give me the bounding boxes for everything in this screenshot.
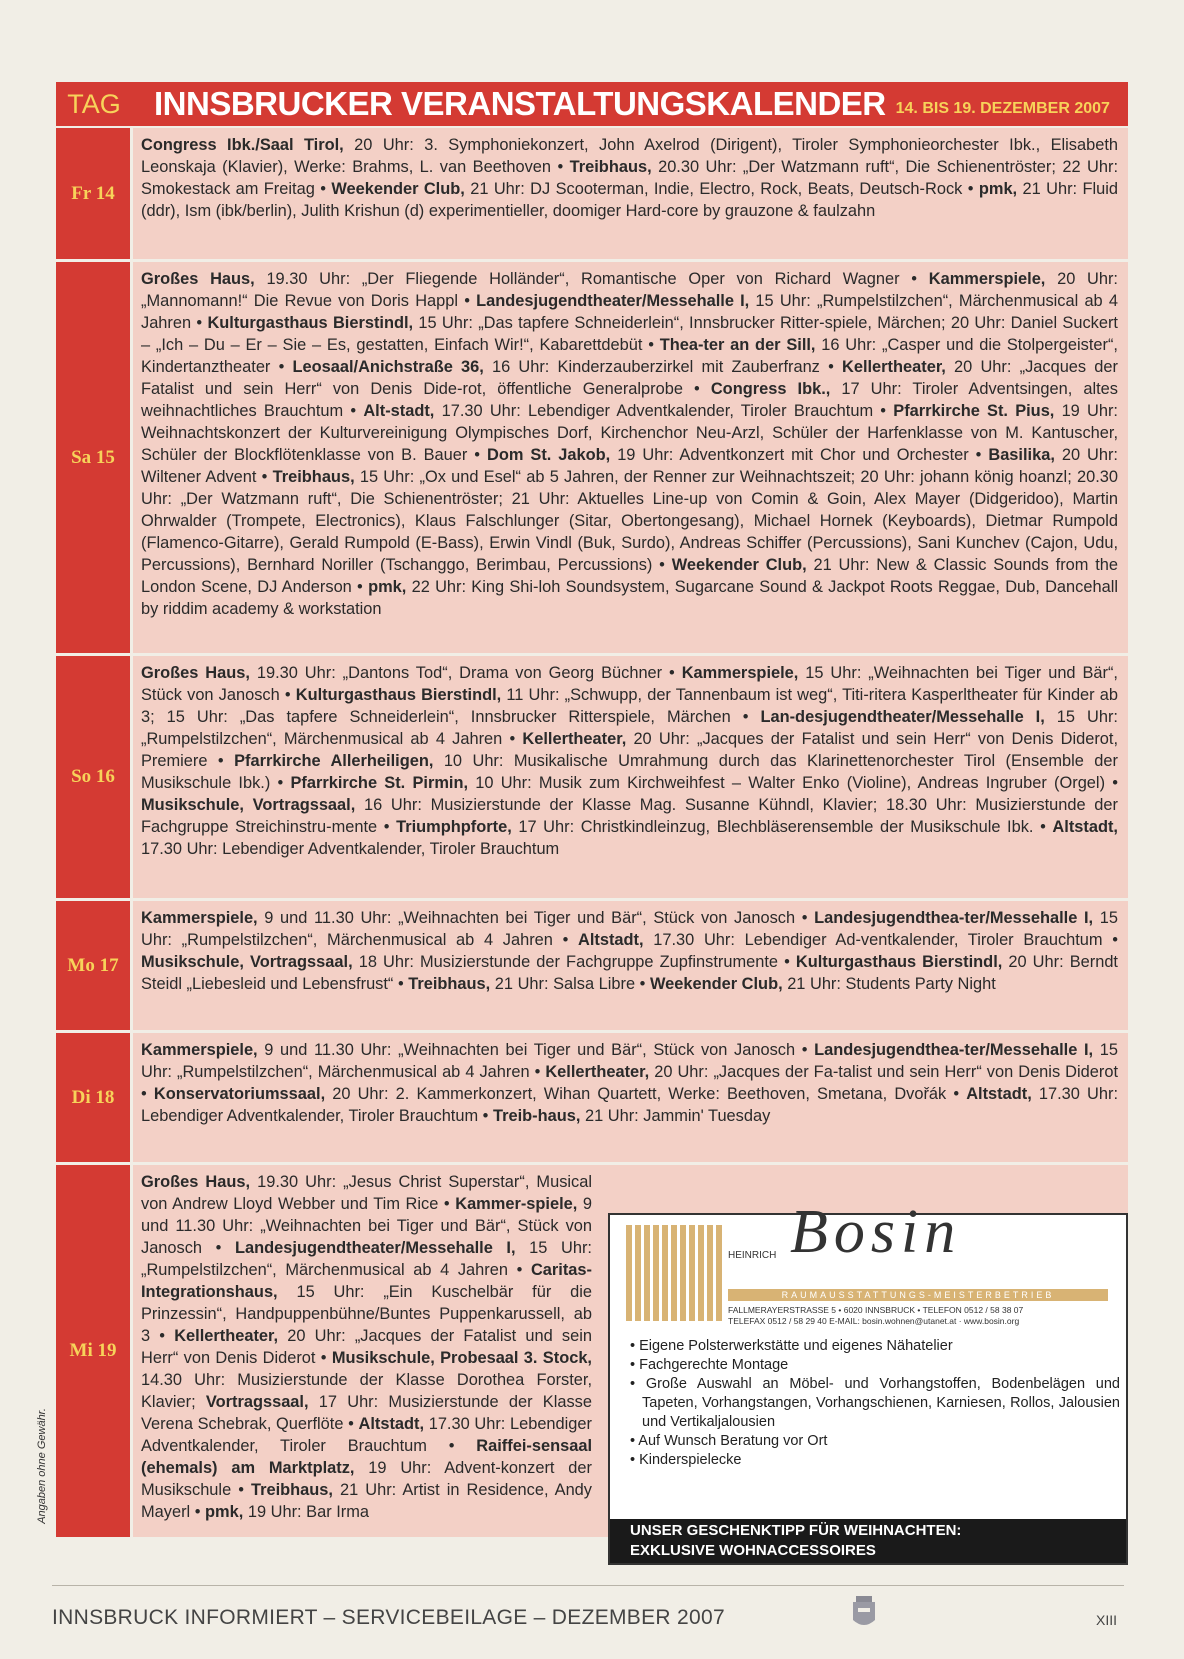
venue-name: Großes Haus, bbox=[141, 1173, 251, 1191]
event-details: 17.30 Uhr: Lebendiger Adventkalender, Tiroler Brauchtum • bbox=[434, 402, 894, 420]
event-details: 21 Uhr: Fluid (ddr), Ism (ibk/berlin), Julith Krishun (d) experimentieller, doomiger Hard-core by grauzone & faulzahn bbox=[141, 180, 1118, 220]
event-details: 20 Uhr: Wiltener Advent • bbox=[141, 446, 1118, 486]
event-details: 19.30 Uhr: „Dantons Tod“, Drama von Georg Büchner • bbox=[249, 664, 682, 682]
venue-name: Altstadt, bbox=[358, 1415, 425, 1433]
venue-name: Lan-desjugendtheater/Messehalle I, bbox=[760, 708, 1045, 726]
event-details: 17 Uhr: Christkindleinzug, Blechbläserensemble der Musikschule Ibk. • bbox=[511, 818, 1053, 836]
ad-feature-item: • Auf Wunsch Beratung vor Ort bbox=[630, 1433, 828, 1449]
bosin-advertisement bbox=[608, 1198, 1128, 1565]
event-details: 9 und 11.30 Uhr: „Weihnachten bei Tiger und Bär“, Stück von Janosch • bbox=[257, 909, 815, 927]
event-details: 21 Uhr: Jammin' Tuesday bbox=[580, 1107, 771, 1125]
event-details: 20 Uhr: „Jacques der Fatalist und sein Herr“ von Denis Diderot • bbox=[141, 1327, 592, 1367]
day-events bbox=[133, 656, 1128, 898]
bosin-logo-icon bbox=[626, 1225, 722, 1321]
venue-name: Kulturgasthaus Bierstindl, bbox=[795, 953, 1003, 971]
venue-name: Weekender Club, bbox=[649, 975, 783, 993]
event-details: 20 Uhr: 3. Symphoniekonzert, John Axelrod (Dirigent), Tiroler Symphonieorchester Ibk., Elisabeth Leonskaja (Klavier), Werke: Brahms, L. van Beethoven • bbox=[141, 136, 1119, 176]
venue-name: Congress Ibk., bbox=[710, 380, 831, 398]
venue-name: Großes Haus, bbox=[141, 664, 250, 682]
ad-feature-item: • Kinderspielecke bbox=[630, 1452, 742, 1468]
event-details: 19 Uhr: Weihnachtskonzert der Kulturvereinigung Olympisches Dorf, Kirchenchor Neu-Arzl, Schüler der Harfenklasse von M. Kantuscher, Schüler der Blockflötenklasse von B. Bauer • bbox=[141, 402, 1118, 464]
event-details: 21 Uhr: Salsa Libre • bbox=[490, 975, 650, 993]
venue-name: Weekender Club, bbox=[331, 180, 465, 198]
event-details: 11 Uhr: „Schwupp, der Tannenbaum ist weg“, Titi-ritera Kasperltheater für Kinder ab 3; 15 Uhr: „Das tapfere Schneiderlein“, Innsbrucker Ritterspiele, Märchen • bbox=[141, 686, 1118, 726]
venue-name: Treibhaus, bbox=[250, 1481, 333, 1499]
day-events bbox=[133, 901, 1128, 1030]
event-details: 17.30 Uhr: Lebendiger Adventkalender, Tiroler Brauchtum • bbox=[141, 1085, 1118, 1125]
event-details: 17.30 Uhr: Lebendiger Adventkalender, Tiroler Brauchtum • bbox=[141, 1415, 592, 1455]
venue-name: Kellertheater, bbox=[545, 1063, 650, 1081]
footer-divider bbox=[52, 1585, 1124, 1586]
event-details: 21 Uhr: New & Classic Sounds from the London Scene, DJ Anderson • bbox=[141, 556, 1119, 596]
venue-name: Kellertheater, bbox=[842, 358, 946, 376]
event-details: 20 Uhr: „Jacques der Fatalist und sein Herr“ von Denis Diderot, Premiere • bbox=[141, 730, 1119, 770]
ad-address bbox=[728, 1305, 1118, 1327]
venue-name: Landesjugendthea-ter/Messehalle I, bbox=[814, 909, 1094, 927]
venue-name: Kellertheater, bbox=[174, 1327, 279, 1345]
event-details: 16 Uhr: Musizierstunde der Klasse Mag. Susanne Kühndl, Klavier; 18.30 Uhr: Musizierstunde der Fachgruppe Streichinstru-mente • bbox=[141, 796, 1118, 836]
day-label: Mi 19 bbox=[56, 1165, 133, 1537]
venue-name: Treibhaus, bbox=[408, 975, 491, 993]
event-details: 16 Uhr: Kinderzauberzirkel mit Zauberfranz • bbox=[483, 358, 842, 376]
venue-name: Landesjugendtheater/Messehalle I, bbox=[476, 292, 750, 310]
venue-name: Dom St. Jakob, bbox=[487, 446, 611, 464]
event-details: 20 Uhr: „Jacques der Fatalist und sein Herr“ von Denis Dide-rot, öffentliche Generalprobe • bbox=[141, 358, 1118, 398]
event-details: 9 und 11.30 Uhr: „Weihnachten bei Tiger und Bär“, Stück von Janosch • bbox=[257, 1041, 815, 1059]
venue-name: Kulturgasthaus Bierstindl, bbox=[295, 686, 502, 704]
venue-name: Weekender Club, bbox=[671, 556, 807, 574]
ad-brand-name: Bosin bbox=[790, 1198, 962, 1266]
event-details: 19 Uhr: Bar Irma bbox=[243, 1503, 369, 1521]
venue-name: Pfarrkirche St. Pirmin, bbox=[290, 774, 469, 792]
event-details: 21 Uhr: Students Party Night bbox=[782, 975, 996, 993]
event-details: 20 Uhr: 2. Kammerkonzert, Wihan Quartett, Werke: Beethoven, Smetana, Dvořák • bbox=[325, 1085, 967, 1103]
venue-name: Kammerspiele, bbox=[141, 1041, 258, 1059]
event-details: 15 Uhr: „Das tapfere Schneiderlein“, Innsbrucker Ritter-spiele, Märchen; 20 Uhr: Daniel Suckert – „Ich – Du – Er – Sie – Es, gestatten, Einfach Wir!“, Kabarettdebüt • bbox=[141, 314, 1118, 354]
event-details: 15 Uhr: „Ox und Esel“ ab 5 Jahren, der Renner zur Weihnachtszeit; 20 Uhr: johann könig hoanzl; 20.30 Uhr: „Der Watzmann ruft“, Die Schienentröster; 21 Uhr: Aktuelles Line-up von Comin & Goin, Alex Mayer (Didgeridoo), Martin Ohrwalder (Trompete, Electronics), Klaus Falschlunger (Sitar, Obertongesang), Michael Hornek (Keyboards), Dietmar Rumpold (Flamenco-Gitarre), Gerald Rumpold (E-Bass), Erwin Vindl (Buk, Surdo), Andreas Schiffer (Percussions), Sani Kunchev (Cajon, Udu, Percussions), Bernhard Noriller (Tschanggo, Berimbau, Percussions) • bbox=[141, 468, 1118, 574]
venue-name: Landesjugendtheater/Messehalle I, bbox=[235, 1239, 516, 1257]
event-details: 17.30 Uhr: Lebendiger Ad-ventkalender, Tiroler Brauchtum • bbox=[643, 931, 1118, 949]
venue-name: Musikschule, Probesaal 3. Stock, bbox=[331, 1349, 592, 1367]
event-details: 9 und 11.30 Uhr: „Weihnachten bei Tiger und Bär“, Stück von Janosch • bbox=[141, 1195, 592, 1257]
venue-name: Vortragssaal, bbox=[205, 1393, 309, 1411]
venue-name: Musikschule, Vortragssaal, bbox=[141, 796, 356, 814]
ad-feature-item: • Fachgerechte Montage bbox=[630, 1357, 789, 1373]
ad-address-line: FALLMERAYERSTRASSE 5 • 6020 INNSBRUCK • TELEFON 0512 / 58 38 07 bbox=[728, 1305, 1024, 1315]
day-events bbox=[133, 1033, 1128, 1162]
venue-name: Kammer-spiele, bbox=[455, 1195, 578, 1213]
venue-name: Großes Haus, bbox=[141, 270, 255, 288]
event-details: 19 Uhr: Advent-konzert der Musikschule • bbox=[141, 1459, 592, 1499]
footer-publication: INNSBRUCK INFORMIERT – SERVICEBEILAGE – DEZEMBER 2007 bbox=[52, 1606, 725, 1629]
event-details: 15 Uhr: „Rumpelstilzchen“, Märchenmusical ab 4 Jahren • bbox=[141, 1041, 1118, 1081]
event-details: 16 Uhr: „Casper und die Stolpergeister“, Kindertanztheater • bbox=[141, 336, 1118, 376]
venue-name: Triumphpforte, bbox=[396, 818, 512, 836]
venue-name: Thea-ter an der Sill, bbox=[659, 336, 816, 354]
venue-name: Treibhaus, bbox=[569, 158, 652, 176]
event-details: 19 Uhr: Adventkonzert mit Chor und Orchester • bbox=[610, 446, 989, 464]
venue-name: Kulturgasthaus Bierstindl, bbox=[207, 314, 414, 332]
header-tag: TAG bbox=[67, 88, 121, 119]
venue-name: Musikschule, Vortragssaal, bbox=[141, 953, 353, 971]
day-row-fr bbox=[56, 128, 1128, 262]
venue-name: Congress Ibk./Saal Tirol, bbox=[141, 136, 344, 154]
day-events bbox=[133, 262, 1128, 653]
ad-feature-item: • Eigene Polsterwerkstätte und eigenes Nähatelier bbox=[630, 1338, 953, 1354]
ad-gift-tip bbox=[610, 1519, 1126, 1563]
venue-name: Kammerspiele, bbox=[681, 664, 799, 682]
ad-feature-item: • Große Auswahl an Möbel- und Vorhangstoffen, Bodenbelägen und Tapeten, Vorhangstangen, Vorhangschienen, Karniesen, Rollos, Jalousien und Vertikaljalousien bbox=[630, 1376, 1120, 1430]
ad-heinrich: HEINRICH bbox=[728, 1250, 777, 1261]
event-details: 15 Uhr: „Weihnachten bei Tiger und Bär“, Stück von Janosch • bbox=[141, 664, 1118, 704]
venue-name: Altstadt, bbox=[966, 1085, 1032, 1103]
venue-name: pmk, bbox=[205, 1503, 244, 1521]
event-details: 15 Uhr: „Rumpelstilzchen“, Märchenmusical ab 4 Jahren • bbox=[141, 708, 1118, 748]
ad-feature-list bbox=[630, 1337, 1120, 1470]
header-date-range: 14. BIS 19. DEZEMBER 2007 bbox=[895, 100, 1110, 117]
calendar-page bbox=[56, 82, 1128, 1559]
venue-name: Kammerspiele, bbox=[928, 270, 1046, 288]
day-row-sa bbox=[56, 262, 1128, 656]
event-details: 20 Uhr: „Mannomann!“ Die Revue von Doris Happl • bbox=[141, 270, 1118, 310]
venue-name: Altstadt, bbox=[1052, 818, 1118, 836]
ad-gift-line: UNSER GESCHENKTIPP FÜR WEIHNACHTEN: bbox=[630, 1522, 962, 1539]
day-label: So 16 bbox=[56, 656, 133, 898]
day-row-mi bbox=[56, 1165, 1128, 1559]
venue-name: Treibhaus, bbox=[272, 468, 355, 486]
event-details: 21 Uhr: Artist in Residence, Andy Mayerl • bbox=[141, 1481, 592, 1521]
venue-name: Leosaal/Anichstraße 36, bbox=[292, 358, 484, 376]
venue-name: Pfarrkirche Allerheiligen, bbox=[234, 752, 434, 770]
innsbruck-crest-icon bbox=[851, 1594, 877, 1630]
day-row-di bbox=[56, 1033, 1128, 1165]
calendar-header bbox=[56, 82, 1128, 128]
venue-name: Raiffei-sensaal (ehemals) am Marktplatz, bbox=[141, 1437, 592, 1477]
venue-name: Kammerspiele, bbox=[141, 909, 258, 927]
event-details: 21 Uhr: DJ Scooterman, Indie, Electro, Rock, Beats, Deutsch-Rock • bbox=[464, 180, 979, 198]
event-details: 20 Uhr: „Jacques der Fa-talist und sein Herr“ von Denis Diderot • bbox=[141, 1063, 1118, 1103]
header-title: INNSBRUCKER VERANSTALTUNGSKALENDER bbox=[154, 85, 886, 122]
venue-name: Treib-haus, bbox=[492, 1107, 581, 1125]
venue-name: Landesjugendthea-ter/Messehalle I, bbox=[814, 1041, 1094, 1059]
venue-name: Alt-stadt, bbox=[363, 402, 435, 420]
ad-tagline-bar: RAUMAUSSTATTUNGS-MEISTERBETRIEB bbox=[728, 1289, 1108, 1301]
day-events bbox=[141, 1173, 592, 1521]
venue-name: pmk, bbox=[978, 180, 1018, 198]
day-label: Sa 15 bbox=[56, 262, 133, 653]
venue-name: Konservatoriumssaal, bbox=[153, 1085, 326, 1103]
event-details: 17 Uhr: Musizierstunde der Klasse Verena Schebrak, Querflöte • bbox=[141, 1393, 592, 1433]
event-details: 18 Uhr: Musizierstunde der Fachgruppe Zupfinstrumente • bbox=[352, 953, 796, 971]
event-details: 10 Uhr: Musik zum Kirchweihfest – Walter Enko (Violine), Andreas Ingruber (Orgel) • bbox=[468, 774, 1118, 792]
event-details: 19.30 Uhr: „Jesus Christ Superstar“, Musical von Andrew Lloyd Webber und Tim Rice • bbox=[141, 1173, 592, 1213]
event-details: 22 Uhr: King Shi-loh Soundsystem, Sugarcane Sound & Jackpot Roots Reggae, Dub, Dancehall by riddim academy & workstation bbox=[141, 578, 1118, 618]
event-details: 15 Uhr: „Ein Kuschelbär für die Prinzessin“, Handpuppenbühne/Buntes Puppenkarussell, ab 3 • bbox=[141, 1283, 592, 1345]
venue-name: pmk, bbox=[368, 578, 407, 596]
event-details: 15 Uhr: „Rumpelstilzchen“, Märchenmusical ab 4 Jahren • bbox=[141, 909, 1118, 949]
event-details: 10 Uhr: Musikalische Umrahmung durch das Klarinettenorchester Tirol (Ensemble der Musikschule Ibk.) • bbox=[141, 752, 1118, 792]
day-label: Di 18 bbox=[56, 1033, 133, 1162]
event-details: 20.30 Uhr: „Der Watzmann ruft“, Die Schienentröster; 22 Uhr: Smokestack am Freitag • bbox=[141, 158, 1118, 198]
event-details: 17 Uhr: Tiroler Adventsingen, altes weihnachtliches Brauchtum • bbox=[141, 380, 1118, 420]
venue-name: Kellertheater, bbox=[522, 730, 627, 748]
venue-name: Caritas-Integrationshaus, bbox=[141, 1261, 592, 1301]
event-details: 15 Uhr: „Rumpelstilzchen“, Märchenmusical ab 4 Jahren • bbox=[141, 1239, 592, 1279]
event-details: 14.30 Uhr: Musizierstunde der Klasse Dorothea Forster, Klavier; bbox=[141, 1371, 592, 1411]
ad-address-line: TELEFAX 0512 / 58 29 40 E-MAIL: bosin.wohnen@utanet.at · www.bosin.org bbox=[728, 1316, 1020, 1326]
event-details: 15 Uhr: „Rumpelstilzchen“, Märchenmusical ab 4 Jahren • bbox=[141, 292, 1118, 332]
day-label: Mo 17 bbox=[56, 901, 133, 1030]
page-number: XIII bbox=[1096, 1612, 1118, 1628]
day-label: Fr 14 bbox=[56, 128, 133, 259]
disclaimer-note: Angaben ohne Gewähr. bbox=[36, 1408, 48, 1524]
day-row-so bbox=[56, 656, 1128, 901]
event-details: 20 Uhr: Berndt Steidl „Liebesleid und Lebensfrust“ • bbox=[141, 953, 1118, 993]
venue-name: Altstadt, bbox=[578, 931, 644, 949]
venue-name: Pfarrkirche St. Pius, bbox=[893, 402, 1055, 420]
day-row-mo bbox=[56, 901, 1128, 1033]
day-events bbox=[133, 128, 1128, 259]
event-details: 19.30 Uhr: „Der Fliegende Holländer“, Romantische Oper von Richard Wagner • bbox=[254, 270, 929, 288]
ad-gift-line: EXKLUSIVE WOHNACCESSOIRES bbox=[630, 1542, 876, 1559]
event-details: 17.30 Uhr: Lebendiger Adventkalender, Tiroler Brauchtum bbox=[141, 840, 560, 858]
day-events-with-ad bbox=[133, 1165, 1128, 1559]
venue-name: Basilika, bbox=[988, 446, 1055, 464]
